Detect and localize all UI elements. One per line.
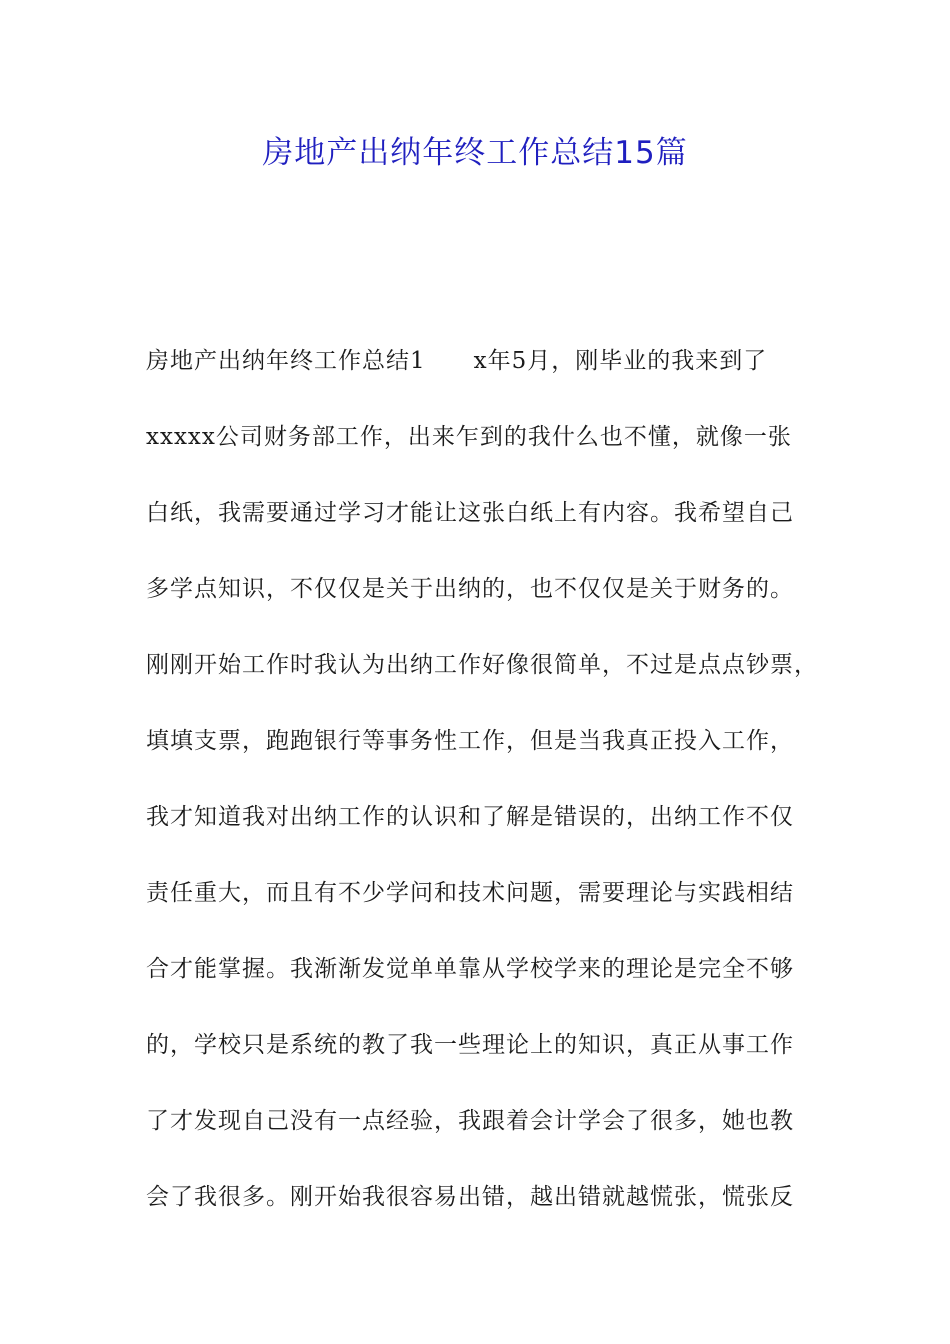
body-line: 了才发现自己没有一点经验，我跟着会计学会了很多，她也教 bbox=[146, 1108, 794, 1134]
document-title: 房地产出纳年终工作总结15篇 bbox=[262, 135, 688, 171]
document-body bbox=[146, 336, 826, 1248]
body-line: 白纸，我需要通过学习才能让这张白纸上有内容。我希望自己 bbox=[146, 500, 794, 526]
body-line: 房地产出纳年终工作总结1 x年5月，刚毕业的我来到了 bbox=[146, 348, 768, 374]
body-line: 刚刚开始工作时我认为出纳工作好像很简单，不过是点点钞票， bbox=[146, 652, 818, 678]
body-line: 填填支票，跑跑银行等事务性工作，但是当我真正投入工作， bbox=[146, 728, 794, 754]
body-line: 多学点知识，不仅仅是关于出纳的，也不仅仅是关于财务的。 bbox=[146, 576, 794, 602]
body-line: 我才知道我对出纳工作的认识和了解是错误的，出纳工作不仅 bbox=[146, 804, 794, 830]
body-line: xxxxx公司财务部工作，出来乍到的我什么也不懂，就像一张 bbox=[146, 424, 792, 450]
body-line: 合才能掌握。我渐渐发觉单单靠从学校学来的理论是完全不够 bbox=[146, 956, 794, 982]
body-line: 的，学校只是系统的教了我一些理论上的知识，真正从事工作 bbox=[146, 1032, 794, 1058]
body-line: 会了我很多。刚开始我很容易出错，越出错就越慌张，慌张反 bbox=[146, 1184, 794, 1210]
body-line: 责任重大，而且有不少学问和技术问题，需要理论与实践相结 bbox=[146, 880, 794, 906]
